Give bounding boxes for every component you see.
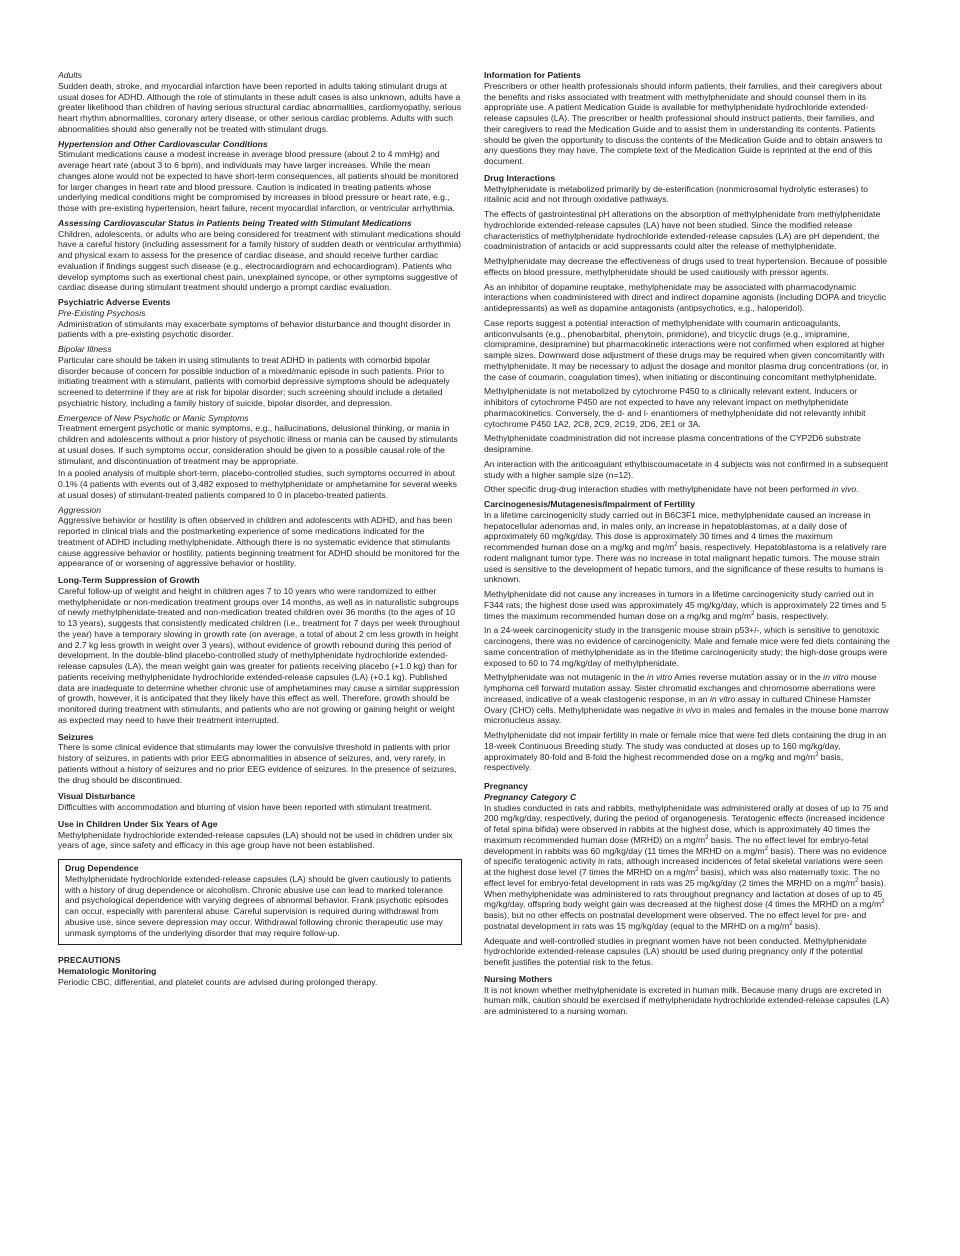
growth-suppression-paragraph: Careful follow-up of weight and height in children ages 7 to 10 years who were randomized to either methylphenidate or non-medication treatment groups over 14 months, as well as in naturalistic subgroups of newly methylphenidate-treated and non-medication treated children over 36 months (to the ages of 10 to 13 years), suggests that consistently medicated children (i.e., treatment for 7 days per week throughout the year) have a temporary slowing in growth rate (on average, a total of about 2 cm less growth in height and 2.7 kg less growth in weight over 3 years), without evidence of growth rebound during this period of development. In the double-blind placebo-controlled study of methylphenidate hydrochloride extended-release capsules (LA), the mean weight gain was greater for patients receiving placebo (+1.0 kg) than for patients receiving methylphenidate hydrochloride extended-release capsules (LA) (+0.1 kg). Published data are inadequate to determine whether chronic use of amphetamines may cause a similar suppression of growth, however, it is anticipated that they likely have this effect as well. Therefore, growth should be monitored during treatment with stimulants, and patients who are not growing or gaining height or weight as expected may need to have their treatment interrupted.: [58, 585, 460, 725]
drug-interactions-heading: Drug Interactions: [484, 172, 556, 183]
pregnancy-paragraph-2: Adequate and well-controlled studies in pregnant women have not been conducted. Methylphenidate hydrochloride extended-release capsules (LA) should be used during pregnancy only if the potential benefit justifies the potential risk to the fetus.: [484, 935, 867, 967]
carcinogenesis-paragraph-3: In a 24-week carcinogenicity study in the transgenic mouse strain p53+/-, which is sensitive to genotoxic carcinogens, there was no evidence of carcinogenicity. Male and female mice were fed diets containing the same concentration of methylphenidate as in the lifetime carcinogenicity study; the high-dose groups were exposed to 60 to 74 mg/kg/day of methylphenidate.: [484, 625, 890, 668]
carcinogenesis-paragraph-1: In a lifetime carcinogenicity study carried out in B6C3F1 mice, methylphenidate caused an increase in hepatocellular adenomas and, in males only, an increase in hepatoblastomas, at a daily dose of approximately 60 mg/kg/day. This dose is approximately 30 times and 4 times the maximum recommended human dose on a mg/kg and $mg/m^2$ basis, respectively. Hepatoblastoma is a relatively rare rodent malignant tumor type. There was no increase in total malignant hepatic tumors. The mouse strain used is sensitive to the development of hepatic tumors, and the significance of these results to humans is unknown.: [484, 509, 887, 585]
hematologic-monitoring-paragraph: Periodic CBC, differential, and platelet counts are advised during prolonged therapy.: [58, 976, 378, 987]
drug-interactions-paragraph-8: An interaction with the anticoagulant ethylbiscoumacetate in 4 subjects was not confirmed in a subsequent study with a higher sample size (n=12).: [484, 458, 889, 480]
carcinogenesis-paragraph-2: Methylphenidate did not cause any increases in tumors in a lifetime carcinogenicity study carried out in F344 rats; the highest dose used was approximately 45 mg/kg/day, which is approximately 22 times and 5 times the maximum recommended human dose on a mg/kg and $mg/m^2$ basis, respectively.: [484, 589, 887, 621]
right-column: [484, 70, 890, 1019]
carcinogenesis-heading: Carcinogenesis/Mutagenesis/Impairment of Fertility: [484, 499, 696, 509]
drug-interactions-paragraph-3: Methylphenidate may decrease the effectiveness of drugs used to treat hypertension. Because of possible effects on blood pressure, methylphenidate should be used cautiously with pressor agents.: [484, 256, 888, 277]
adults-heading: Adults: [58, 70, 82, 80]
drug-dependence-paragraph: Methylphenidate hydrochloride extended-release capsules (LA) should be given cautiously to patients with a history of drug dependence or alcoholism. Chronic abusive use can lead to marked tolerance and psychological dependence with varying degrees of abnormal behavior. Frank psychotic episodes can occur, especially with parenteral abuse. Careful supervision is required during withdrawal from abusive use, since severe depression may occur. Withdrawal following chronic therapeutic use may unmask symptoms of the underlying disorder that may require follow-up.: [65, 873, 452, 938]
pregnancy-paragraph-1: In studies conducted in rats and rabbits, methylphenidate was administered orally at doses of up to 75 and 200 mg/kg/day, respectively, during the period of organogenesis. Teratogenic effects (increased incidence of fetal spina bifida) were observed in rabbits at the highest dose, which is approximately 40 times the maximum recommended human dose (MRHD) on a $mg/m^2$ basis. The no effect level for embryo-fetal development in rabbits was 60 mg/kg/day (11 times the MRHD on a $mg/m^2$ basis). There was no evidence of specific teratogenic activity in rats, although increased incidences of fetal skeletal variations were seen at the highest dose level (7 times the MRHD on a $mg/m^2$ basis), which was also maternally toxic. The no effect level for embryo-fetal development in rats was 25 mg/kg/day (2 times the MRHD on a $mg/m^2$ basis). When methylphenidate was administered to rats throughout pregnancy and lactation at doses of up to 45 mg/kg/day, offspring body weight gain was decreased at the highest dose (4 times the MRHD on a $mg/m^2$ basis), but no other effects on postnatal development were observed. The no effect level for pre- and postnatal development in rats was 15 mg/kg/day (equal to the MRHD on a $mg/m^2$ basis).: [484, 802, 889, 931]
hypertension-paragraph: Stimulant medications cause a modest increase in average blood pressure (about 2 to 4 mmHg) and average heart rate (about 3 to 6 bpm), and individuals may have larger increases. While the mean changes alone would not be expected to have short-term consequences, all patients should be monitored for larger changes in heart rate and blood pressure. Caution is indicated in treating patients whose underlying medical conditions might be compromised by increases in blood pressure or heart rate, e.g., those with pre-existing hypertension, heart failure, recent myocardial infarction, or ventricular arrhythmia.: [58, 149, 459, 213]
hematologic-monitoring-heading: Hematologic Monitoring: [58, 966, 157, 976]
drug-interactions-paragraph-6: Methylphenidate is not metabolized by cytochrome P450 to a clinically relevant extent. Inducers or inhibitors of cytochrome P450 are not expected to have any relevant impact on methylphenidate pharmacokinetics. Conversely, the d- and l- enantiomers of methylphenidate did not relevantly inhibit cytochrome P450 1A2, 2C8, 2C9, 2C19, 2D6, 2E1 or 3A.: [484, 386, 866, 429]
children-under-six-paragraph: Methylphenidate hydrochloride extended-release capsules (LA) should not be used in children under six years of age, since safety and efficacy in this age group have not been established.: [58, 829, 453, 851]
children-under-six-heading: Use in Children Under Six Years of Age: [58, 818, 218, 829]
visual-disturbance-paragraph: Difficulties with accommodation and blurring of vision have been reported with stimulant treatment.: [58, 802, 432, 812]
drug-interactions-paragraph-1: Methylphenidate is metabolized primarily by de-esterification (nonmicrosomal hydrolytic esterases) to ritalinic acid and not through oxidative pathways.: [484, 183, 869, 205]
aggression-heading: Aggression: [58, 504, 101, 515]
visual-disturbance-heading: Visual Disturbance: [58, 791, 136, 802]
drug-interactions-paragraph-5: Case reports suggest a potential interaction of methylphenidate with coumarin anticoagulants, anticonvulsants (e.g., phenobarbital, phenytoin, primidone), and tricyclic drugs (e.g., imipramine, clomipramine, desipramine) but pharmacokinetic interactions were not confirmed when explored at higher sample sizes. Downward dose adjustment of these drugs may be required when given concomitantly with methylphenidate. It may be necessary to adjust the dosage and monitor plasma drug concentrations (or, in the case of coumarin, coagulation times), when initiating or discontinuing concomitant methylphenidate.: [484, 317, 889, 382]
emergence-heading: Emergence of New Psychotic or Manic Symptoms: [58, 412, 249, 423]
drug-interactions-paragraph-4: As an inhibitor of dopamine reuptake, methylphenidate may be associated with pharmacodynamic interactions when coadministered with direct and indirect dopamine agonists (including DOPA and tricyclic antidepressants) as well as dopamine antagonists (antipsychotics, e.g., haloperidol).: [484, 281, 887, 313]
growth-suppression-heading: Long-Term Suppression of Growth: [58, 575, 200, 585]
pregnancy-heading: Pregnancy: [484, 781, 528, 791]
nursing-mothers-paragraph: It is not known whether methylphenidate is excreted in human milk. Because many drugs are excreted in human milk, caution should be exercised if methylphenidate hydrochloride extended-release capsules (LA) are administered to a nursing woman.: [484, 984, 890, 1016]
pre-existing-psychosis-paragraph: Administration of stimulants may exacerbate symptoms of behavior disturbance and thought disorder in patients with a pre-existing psychotic disorder.: [58, 318, 451, 340]
nursing-mothers-heading: Nursing Mothers: [484, 973, 553, 984]
left-column: [58, 70, 462, 990]
bipolar-illness-heading: Bipolar Illness: [58, 344, 112, 354]
drug-interactions-paragraph-9: Other specific drug-drug interaction studies with methylphenidate have not been performed in vivo.: [484, 484, 859, 495]
bipolar-illness-paragraph: Particular care should be taken in using stimulants to treat ADHD in patients with comorbid bipolar disorder because of concern for possible induction of a mixed/manic episode in such patients. Prior to initiating treatment with a stimulant, patients with comorbid depressive symptoms should be adequately screened to determine if they are at risk for bipolar disorder; such screening should include a detailed psychiatric history, including a family history of suicide, bipolar disorder, and depression.: [58, 354, 450, 408]
adults-paragraph: Sudden death, stroke, and myocardial infarction have been reported in adults taking stimulant drugs at usual doses for ADHD. Although the role of stimulants in these adult cases is also unknown, adults have a greater likelihood than children of having serious structural cardiac abnormalities, cardiomyopathy, serious heart rhythm abnormalities, coronary artery disease, or other serious cardiac problems. Adults with such abnormalities should also generally not be treated with stimulant drugs.: [58, 80, 461, 134]
aggression-paragraph: Aggressive behavior or hostility is often observed in children and adolescents with ADHD, and has been reported in clinical trials and the postmarketing experience of some medications indicated for the treatment of ADHD including methylphenidate. Although there is no systematic evidence that stimulants cause aggressive behavior or hostility, patients beginning treatment for ADHD should be monitored for the appearance of or worsening of aggressive behavior or hostility.: [58, 515, 460, 569]
drug-interactions-paragraph-2: The effects of gastrointestinal pH alterations on the absorption of methylphenidate from methylphenidate hydrochloride extended-release capsules (LA) have not been studied. Since the modified release characteristics of methylphenidate hydrochloride extended-release capsules (LA) are pH dependent, the coadministration of antacids or acid suppressants could alter the release of methylphenidate.: [484, 209, 881, 252]
carcinogenesis-paragraph-5: Methylphenidate did not impair fertility in male or female mice that were fed diets containing the drug in an 18-week Continuous Breeding study. The study was conducted at doses up to 160 mg/kg/day, approximately 80-fold and 8-fold the highest recommended dose on a mg/kg and $mg/m^2$ basis, respectively.: [484, 730, 887, 773]
seizures-heading: Seizures: [58, 731, 94, 742]
assessing-cardiovascular-paragraph: Children, adolescents, or adults who are being considered for treatment with stimulant medications should have a careful history (including assessment for a family history of sudden death or ventricular arrhythmia) and physical exam to assess for the presence of cardiac disease, and should receive further cardiac evaluation if findings suggest such disease (e.g., electrocardiogram and echocardiogram). Patients who develop symptoms such as exertional chest pain, unexplained syncope, or other symptoms suggestive of cardiac disease during stimulant treatment should undergo a prompt cardiac evaluation.: [58, 228, 462, 293]
hypertension-heading: Hypertension and Other Cardiovascular Conditions: [58, 138, 268, 149]
assessing-cardiovascular-heading: Assessing Cardiovascular Status in Patients being Treated with Stimulant Medications: [58, 217, 412, 228]
carcinogenesis-paragraph-4: Methylphenidate was not mutagenic in the in vitro Ames reverse mutation assay or in the in vitro mouse lymphoma cell forward mutation assay. Sister chromatid exchanges and chromosome aberrations were increased, indicative of a weak clastogenic response, in an in vitro assay in cultured Chinese Hamster Ovary (CHO) cells. Methylphenidate was negative in vivo in males and females in the mouse bone marrow micronucleus assay.: [484, 672, 889, 726]
emergence-paragraph-1: Treatment emergent psychotic or manic symptoms, e.g., hallucinations, delusional thinking, or mania in children and adolescents without a prior history of psychotic illness or mania can be caused by stimulants at usual doses. If such symptoms occur, consideration should be given to a possible causal role of the stimulant, and discontinuation of treatment may be appropriate.: [58, 423, 458, 466]
information-for-patients-heading: Information for Patients: [484, 70, 581, 80]
pregnancy-category-c-heading: Pregnancy Category C: [484, 791, 577, 802]
drug-interactions-paragraph-7: Methylphenidate coadministration did not increase plasma concentrations of the CYP2D6 substrate desipramine.: [484, 433, 861, 454]
drug-dependence-box: [58, 859, 462, 945]
drug-dependence-heading: Drug Dependence: [65, 863, 139, 873]
precautions-heading: PRECAUTIONS: [58, 955, 121, 966]
seizures-paragraph: There is some clinical evidence that stimulants may lower the convulsive threshold in patients with prior history of seizures, in patients with prior EEG abnormalities in absence of seizures, and, very rarely, in patients without a history of seizures and no prior EEG evidence of seizures. In the presence of seizures, the drug should be discontinued.: [58, 742, 457, 785]
emergence-paragraph-2: In a pooled analysis of multiple short-term, placebo-controlled studies, such symptoms occurred in about 0.1% (4 patients with events out of 3,482 exposed to methylphenidate or amphetamine for several weeks at usual doses) of stimulant-treated patients compared to 0 in placebo-treated patients.: [58, 468, 457, 500]
pre-existing-psychosis-heading: Pre-Existing Psychosis: [58, 307, 146, 318]
information-for-patients-paragraph: Prescribers or other health professionals should inform patients, their families, and their caregivers about the benefits and risks associated with treatment with methylphenidate and should counsel them in its appropriate use. A patient Medication Guide is available for methylphenidate hydrochloride extended-release capsules (LA). The prescriber or health professional should instruct patients, their families, and their caregivers to read the Medication Guide and to assist them in understanding its contents. Patients should be given the opportunity to discuss the contents of the Medication Guide and to obtain answers to any questions they may have. The complete text of the Medication Guide is reprinted at the end of this document.: [484, 80, 883, 166]
psychiatric-adverse-events-heading: Psychiatric Adverse Events: [58, 297, 171, 307]
